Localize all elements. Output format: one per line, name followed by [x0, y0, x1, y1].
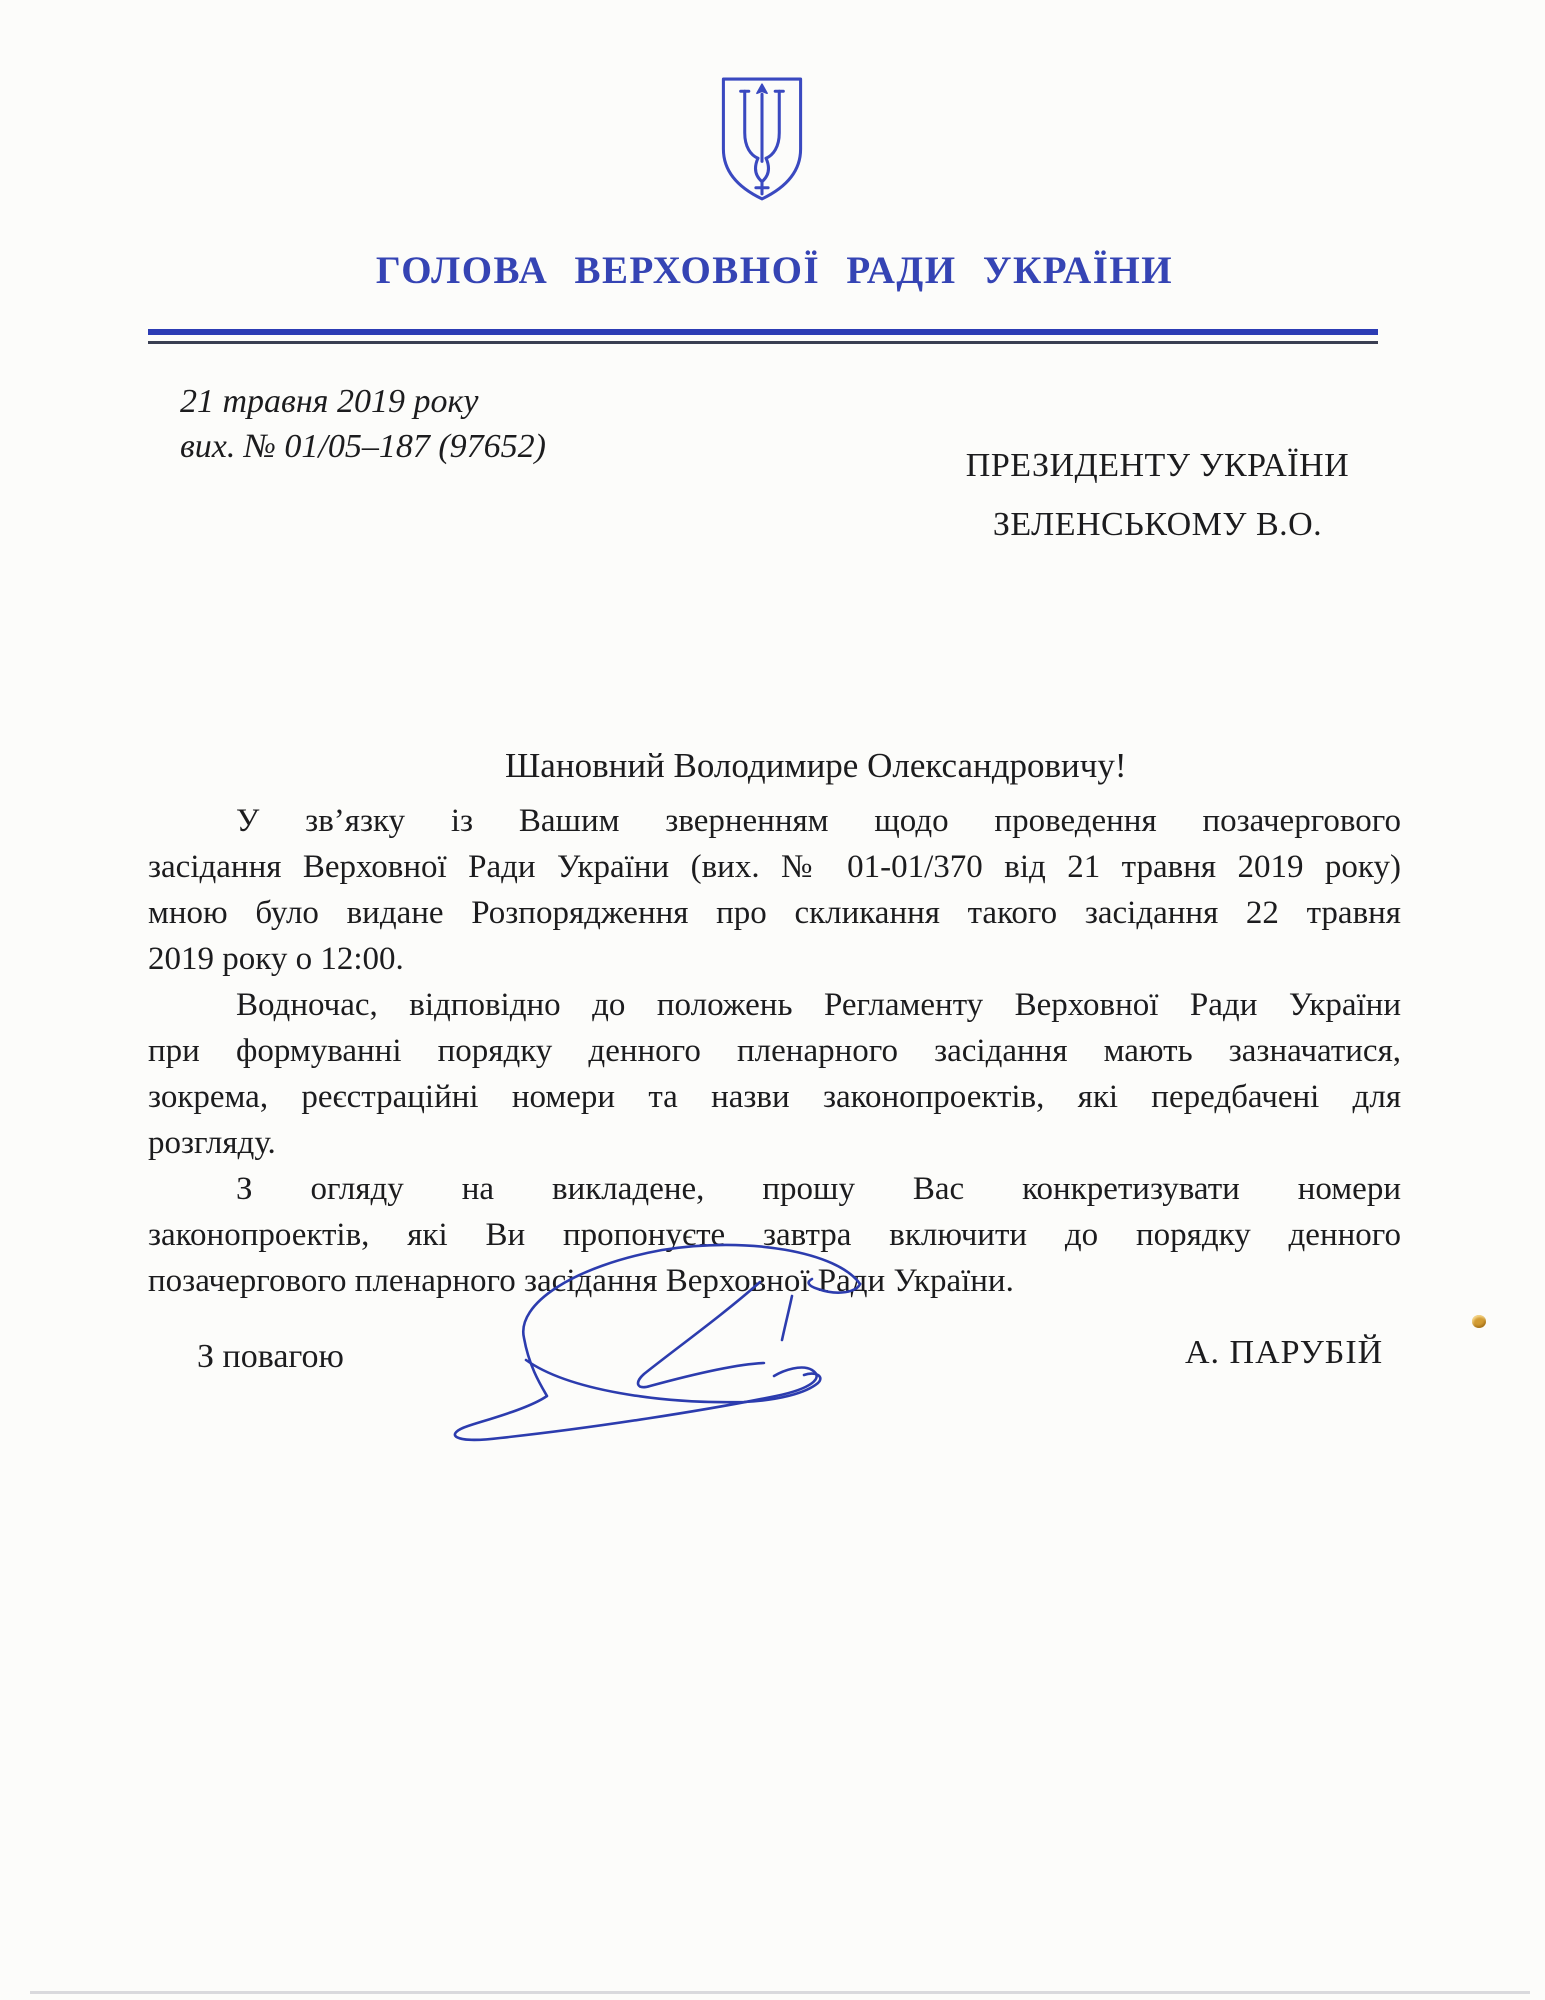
letterhead-title: ГОЛОВА ВЕРХОВНОЇ РАДИ УКРАЇНИ	[375, 249, 1174, 292]
letter-line: розгляду.	[148, 1125, 276, 1161]
scan-artifact-line	[30, 1991, 1530, 1994]
scan-artifact-dot	[1472, 1315, 1486, 1328]
reference-number-line: вих. № 01/05–187 (97652)	[180, 428, 546, 465]
letterhead-divider-top	[148, 329, 1378, 335]
letter-line: позачергового пленарного засідання Верховної Ради України.	[148, 1263, 1014, 1299]
letter-line: засідання Верховної Ради України (вих. № 01-01/370 від 21 травня 2019 року)	[148, 849, 1401, 885]
addressee-block	[925, 436, 1390, 554]
letter-paragraph	[148, 982, 1401, 1166]
letter-line: 2019 року о 12:00.	[148, 941, 404, 977]
addressee-name: ЗЕЛЕНСЬКОМУ В.О.	[992, 506, 1323, 543]
letterhead-divider-bottom	[148, 341, 1378, 344]
handwritten-signature	[408, 1232, 1114, 1464]
addressee-title: ПРЕЗИДЕНТУ УКРАЇНИ	[965, 447, 1350, 484]
salutation: Шановний Володимире Олександровичу!	[505, 746, 1127, 785]
letter-line: законопроектів, які Ви пропонуєте завтра включити до порядку денного	[148, 1217, 1401, 1253]
letter-line: Водночас, відповідно до положень Регламенту Верховної Ради України	[236, 987, 1401, 1023]
date-line: 21 травня 2019 року	[180, 383, 479, 420]
letter-line: при формуванні порядку денного пленарного засідання мають зазначатися,	[148, 1033, 1401, 1069]
closing-phrase: З повагою	[197, 1338, 344, 1375]
letter-paragraph	[148, 798, 1401, 982]
letter-line: З огляду на викладене, прошу Вас конкретизувати номери	[236, 1171, 1401, 1207]
letter-line: мною було видане Розпорядження про скликання такого засідання 22 травня	[148, 895, 1401, 931]
letter-body	[148, 798, 1401, 1304]
letter-line: зокрема, реєстраційні номери та назви законопроектів, які передбачені для	[148, 1079, 1401, 1115]
letter-line: У зв’язку із Вашим зверненням щодо проведення позачергового	[236, 803, 1401, 839]
signer-name: А. ПАРУБІЙ	[1185, 1334, 1384, 1371]
trident-emblem-icon	[716, 74, 808, 204]
